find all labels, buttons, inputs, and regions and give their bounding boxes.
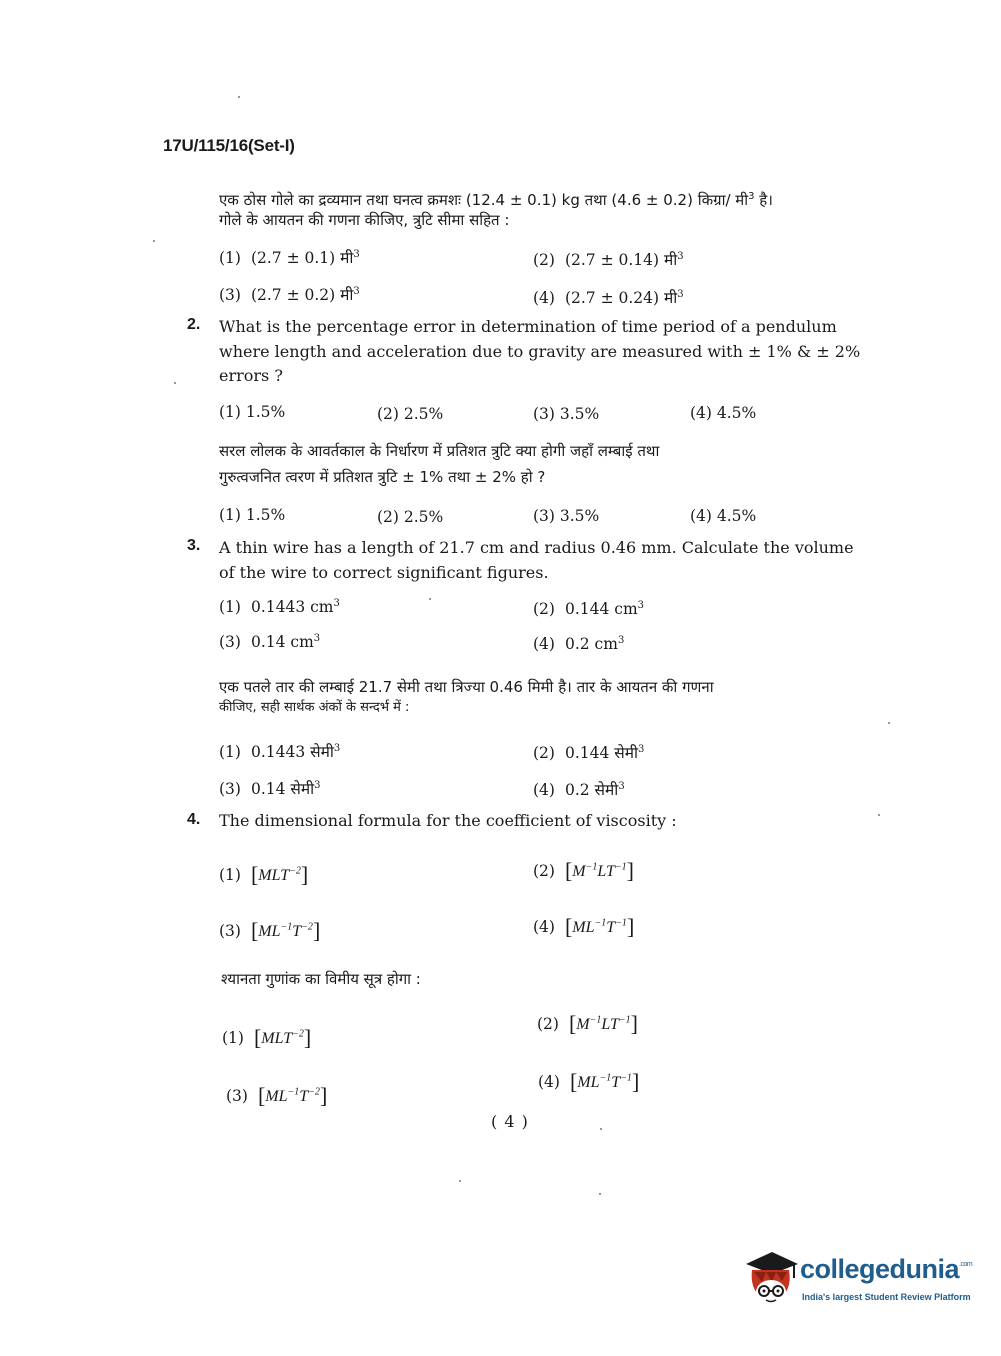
option-text: (2.7 ± 0.2) मी: [250, 286, 354, 304]
dim-sup: −1: [585, 861, 598, 873]
option-sup: 3: [333, 742, 341, 754]
option-sup: 3: [637, 600, 645, 611]
logo-wordmark: [800, 1254, 972, 1285]
q2-option-2[interactable]: (2) 2.5%: [377, 405, 444, 423]
option-number: (1): [219, 598, 241, 617]
q4-hindi-option-4[interactable]: [538, 1069, 639, 1095]
option-text: (2.7 ± 0.24) मी: [564, 289, 678, 307]
dim-base: ML: [258, 923, 281, 940]
q3-hindi-option-3[interactable]: [219, 777, 321, 799]
q2-stem-line3: errors ?: [219, 366, 283, 385]
dim-base: MLT: [258, 867, 290, 884]
dim-sup: −1: [280, 921, 293, 933]
q4-hindi-stem: श्यानता गुणांक का विमीय सूत्र होगा :: [221, 970, 421, 988]
scan-speck: [429, 598, 431, 600]
dim-base: M: [576, 1016, 590, 1033]
option-number: (4): [533, 635, 555, 654]
q2-hindi-option-2[interactable]: (2) 2.5%: [377, 508, 444, 526]
q2-hindi-line1: सरल लोलक के आवर्तकाल के निर्धारण में प्रतिशत त्रुटि क्या होगी जहाँ लम्बाई तथा: [219, 442, 660, 460]
q2-hindi-option-3[interactable]: (3) 3.5%: [533, 507, 600, 525]
option-text: 0.14 सेमी: [250, 780, 315, 798]
option-number: (2): [533, 744, 555, 762]
option-number: (3): [219, 633, 241, 652]
scan-speck: [888, 722, 890, 724]
q2-option-4[interactable]: (4) 4.5%: [690, 404, 757, 422]
dim-formula: $[M^{-1}LT^{-1}]$: [564, 858, 634, 883]
collegedunia-logo[interactable]: [742, 1248, 972, 1312]
dim-sup: −1: [618, 1014, 631, 1026]
q4-number: 4.: [187, 811, 201, 828]
q4-hindi-option-3[interactable]: [226, 1083, 327, 1109]
q2-option-1[interactable]: (1) 1.5%: [219, 403, 286, 421]
q1-option-4[interactable]: [533, 286, 684, 308]
option-sup: 3: [617, 635, 625, 646]
option-text: 0.1443 सेमी: [250, 743, 334, 761]
q3-option-2[interactable]: [533, 600, 644, 618]
option-number: (1): [219, 743, 241, 761]
option-sup: 3: [353, 285, 360, 297]
dim-formula: $[ML^{-1}T^{-1}]$: [564, 914, 635, 939]
option-number: (4): [533, 289, 555, 307]
option-sup: 3: [333, 598, 340, 609]
option-number: (3): [219, 286, 241, 304]
dim-sup: −1: [287, 1086, 300, 1098]
scan-speck: [600, 1128, 602, 1130]
dim-base: ML: [572, 919, 595, 936]
dim-formula: $[MLT^{-2}]$: [253, 1025, 312, 1050]
dim-formula: $[ML^{-1}T^{-2}]$: [257, 1083, 328, 1108]
q3-hindi-option-1[interactable]: [219, 740, 340, 762]
q4-option-3[interactable]: [219, 918, 320, 944]
option-sup: 3: [618, 780, 625, 792]
q1-option-1[interactable]: [219, 246, 360, 268]
option-number: (1): [222, 1029, 244, 1047]
option-sup: 3: [314, 779, 321, 791]
scan-speck: [153, 240, 155, 242]
option-number: (2): [533, 862, 555, 880]
q1-hindi-stem-text: एक ठोस गोले का द्रव्यमान तथा घनत्व क्रमशः (12.4 ± 0.1) kg तथा (4.6 ± 0.2) किग्रा/ मी: [219, 191, 749, 209]
dim-sup: −1: [615, 917, 627, 929]
scan-speck: [599, 1193, 601, 1195]
scan-speck: [459, 1180, 461, 1182]
q2-number: 2.: [187, 316, 201, 333]
logo-tagline: India's largest Student Review Platform: [802, 1292, 971, 1302]
q1-hindi-stem-end: है।: [754, 191, 773, 209]
q2-stem-line1: What is the percentage error in determination of time period of a pendulum: [219, 317, 837, 336]
dim-base: T: [611, 1074, 621, 1091]
option-sup: 3: [313, 633, 321, 644]
dim-formula: $[M^{-1}LT^{-1}]$: [568, 1011, 638, 1036]
dim-base: T: [292, 923, 302, 940]
q2-hindi-option-1[interactable]: (1) 1.5%: [219, 506, 286, 524]
option-number: (2): [533, 251, 555, 269]
logo-name: collegedunia: [800, 1254, 960, 1284]
dim-formula: $[ML^{-1}T^{-2}]$: [250, 918, 321, 943]
dim-sup: −2: [289, 865, 301, 877]
q3-option-4[interactable]: [533, 635, 624, 653]
dim-base: LT: [597, 863, 615, 880]
q4-option-4[interactable]: [533, 914, 634, 940]
option-text: 0.14 cm: [250, 633, 314, 652]
dim-base: LT: [601, 1016, 619, 1033]
dim-base: T: [606, 919, 616, 936]
q1-option-2[interactable]: [533, 248, 684, 270]
q3-stem-line1: A thin wire has a length of 21.7 cm and radius 0.46 mm. Calculate the volume: [219, 538, 854, 557]
option-number: (1): [219, 866, 241, 884]
dim-formula: $[MLT^{-2}]$: [250, 862, 309, 887]
dim-base: T: [299, 1088, 309, 1105]
option-text: (2.7 ± 0.14) मी: [564, 251, 678, 269]
option-sup: 3: [677, 250, 684, 262]
scan-speck: [174, 382, 176, 384]
option-text: 0.144 cm: [564, 600, 638, 619]
dim-sup: −1: [614, 861, 627, 873]
option-number: (3): [219, 780, 241, 798]
q1-hindi-stem-sup: 3: [748, 191, 755, 202]
q2-option-3[interactable]: (3) 3.5%: [533, 405, 600, 423]
paper-code: 17U/115/16(Set-I): [163, 136, 295, 155]
q4-stem: The dimensional formula for the coefficient of viscosity :: [219, 811, 677, 830]
option-text: (2.7 ± 0.1) मी: [250, 249, 354, 267]
q2-hindi-line2: गुरुत्वजनित त्वरण में प्रतिशत त्रुटि ± 1% तथा ± 2% हो ?: [219, 468, 546, 486]
dim-base: M: [572, 863, 586, 880]
student-mascot-icon: [742, 1248, 800, 1310]
q3-option-3[interactable]: [219, 633, 320, 651]
dim-sup: −1: [589, 1014, 602, 1026]
option-number: (4): [533, 781, 555, 799]
dim-sup: −1: [620, 1072, 632, 1084]
option-text: 0.1443 cm: [250, 598, 334, 617]
dim-base: ML: [265, 1088, 288, 1105]
page-number: ( 4 ): [491, 1112, 529, 1131]
dim-sup: −1: [599, 1072, 612, 1084]
q2-stem-line2: where length and acceleration due to gravity are measured with ± 1% & ± 2%: [219, 342, 861, 361]
option-text: 0.2 cm: [564, 635, 618, 654]
option-number: (4): [538, 1073, 560, 1091]
q4-option-2[interactable]: [533, 858, 634, 884]
q1-option-3[interactable]: [219, 283, 360, 305]
option-number: (3): [226, 1087, 248, 1105]
q3-number: 3.: [187, 537, 201, 554]
q3-hindi-option-4[interactable]: [533, 778, 625, 800]
q3-option-1[interactable]: [219, 598, 340, 616]
q4-hindi-option-2[interactable]: [537, 1011, 638, 1037]
q3-hindi-option-2[interactable]: [533, 741, 644, 763]
scan-speck: [238, 96, 240, 98]
q1-hindi-stem-line2: गोले के आयतन की गणना कीजिए, त्रुटि सीमा सहित :: [219, 211, 510, 229]
option-number: (2): [533, 600, 555, 619]
logo-tm: .com: [959, 1261, 973, 1268]
dim-sup: −2: [301, 921, 313, 933]
q3-hindi-line2: कीजिए, सही सार्थक अंकों के सन्दर्भ में :: [219, 700, 410, 715]
option-number: (4): [533, 918, 555, 936]
q3-stem-line2: of the wire to correct significant figures.: [219, 563, 549, 582]
option-sup: 3: [638, 743, 645, 755]
option-number: (2): [537, 1015, 559, 1033]
dim-base: ML: [577, 1074, 600, 1091]
option-text: 0.144 सेमी: [564, 744, 639, 762]
dim-sup: −2: [292, 1028, 304, 1040]
dim-base: MLT: [261, 1030, 293, 1047]
option-number: (3): [219, 922, 241, 940]
q4-hindi-option-1[interactable]: [222, 1025, 311, 1051]
option-number: (1): [219, 249, 241, 267]
q3-hindi-line1: एक पतले तार की लम्बाई 21.7 सेमी तथा त्रिज्या 0.46 मिमी है। तार के आयतन की गणना: [219, 678, 714, 696]
option-sup: 3: [353, 248, 360, 260]
scan-speck: [878, 814, 880, 816]
dim-formula: $[ML^{-1}T^{-1}]$: [569, 1069, 640, 1094]
dim-sup: −2: [308, 1086, 320, 1098]
option-text: 0.2 सेमी: [564, 781, 619, 799]
q2-hindi-option-4[interactable]: (4) 4.5%: [690, 507, 757, 525]
q4-option-1[interactable]: [219, 862, 308, 888]
dim-sup: −1: [594, 917, 607, 929]
option-sup: 3: [677, 288, 684, 300]
